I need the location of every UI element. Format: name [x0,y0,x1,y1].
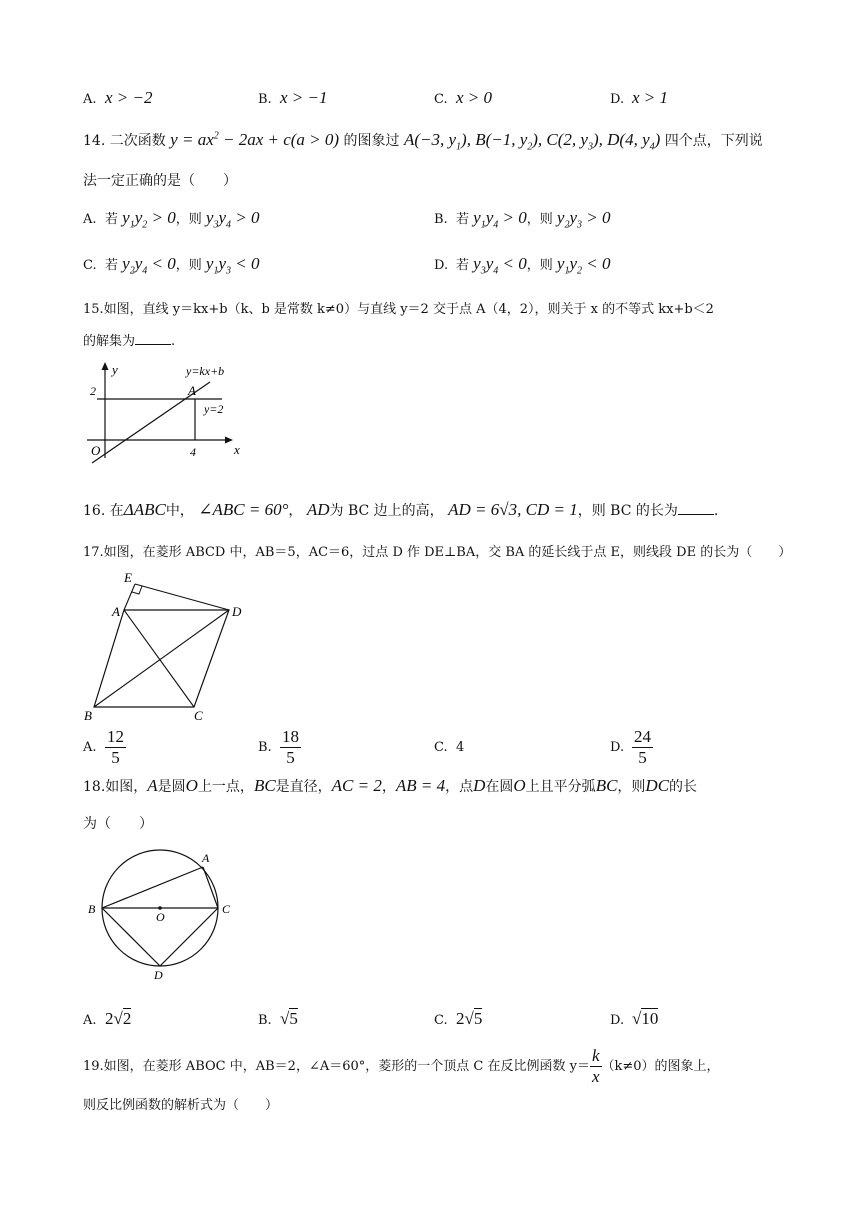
q15-line-label: y=kx+b [186,364,225,378]
q14-option-c: C. 若 $y_2y_4 < 0$，则 $y_1y_3 < 0$ [83,254,260,277]
q17-label-c: C [194,708,203,723]
q18-option-a: A. 2√2 [83,1009,132,1028]
q17-option-a: A. $\frac{12}{5}$ [83,727,124,767]
q17-stem: 17.如图，在菱形 ABCD 中，AB＝5，AC＝6，过点 D 作 DE⊥BA，交 BA 的延长线于点 E，则线段 DE 的长为（ ） [83,545,792,560]
q17-option-b: B. $\frac{18}{5}$ [258,727,299,767]
q15-figure [82,360,252,468]
q17-option-b-fraction: $\frac{18}{5}$ [282,727,299,767]
q17-label-b: B [84,708,92,723]
q13-option-b: B. x > −1 [258,88,328,107]
q17-option-d: D. $\frac{24}{5}$ [610,727,651,767]
q18-label-d: D [154,968,163,982]
q15-y-arrow [102,362,109,370]
q15-point-a: A [188,383,196,398]
q15-tick-2: 2 [90,384,96,398]
q19-fraction: $\frac{k}{x}$ [591,1046,600,1086]
q16-stem: 16. 在ΔABC中， ∠ABC = 60°， AD为 BC 边上的高， AD = 6√3, CD = 1，则 BC 的长为 . [83,500,719,519]
q18-stem-line2: 为（ ） [83,816,153,832]
q15-origin-label: O [91,443,101,458]
q15-answer-blank [135,330,171,345]
q18-label-b: B [88,902,96,916]
q18-label-o: O [156,910,165,924]
q18-stem: 18.如图，A是圆O上一点，BC是直径，AC = 2，AB = 4，点D在圆O上且平分弧BC，则DC的长 [83,776,698,795]
q15-stem: 15.如图，直线 y＝kx+b（k、b 是常数 k≠0）与直线 y＝2 交于点 A（4，2），则关于 x 的不等式 kx+b＜2 [83,302,714,317]
q18-label-a: A [202,851,210,865]
q18-chord-bd [102,908,160,966]
q19-stem: 19.如图，在菱形 ABOC 中，AB＝2，∠A＝60°，菱形的一个顶点 C 在反比例函数 y＝ $\frac{k}{x}$ （k≠0）的图象上， [83,1046,720,1086]
q13-option-c: C. x > 0 [434,88,493,107]
q17-label-e: E [124,570,132,585]
q13-option-a: A. x > −2 [83,88,153,107]
q18-chord-ba [102,867,203,908]
q14-option-a: A. 若 $y_1y_2 > 0$，则 $y_3y_4 > 0$ [83,208,260,231]
q17-segment-de [135,584,229,610]
q19-stem-line2: 则反比例函数的解析式为（ ） [83,1098,279,1113]
q18-label-c: C [222,902,231,916]
q15-x-arrow [225,437,233,444]
q18-figure [86,846,246,984]
q18-option-c: C. 2√5 [434,1009,483,1028]
q17-label-d: D [232,604,242,619]
q14-option-d: D. 若 $y_3y_4 < 0$，则 $y_1y_2 < 0$ [434,254,611,277]
q16-answer-blank [678,500,714,515]
q15-y-label: y [112,362,118,377]
q18-chord-dc [160,908,218,966]
q17-extension-ae [124,584,135,610]
q17-option-c: C. 4 [434,740,465,755]
q17-option-a-fraction: $\frac{12}{5}$ [107,727,124,767]
q17-option-d-fraction: $\frac{24}{5}$ [634,727,651,767]
q14-stem: 14. 二次函数 $y = ax^2 - 2ax + c(a > 0)$ 的图象过 A(−3, $y_1$), B(−1, $y_2$), C(2, $y_3$), D(4, $y_4$) 四个点，下列说 [83,130,763,153]
q13-option-d: D. x > 1 [610,88,669,107]
q17-figure [82,568,252,724]
q15-tick-4: 4 [190,445,196,459]
q17-diagonal-ac [124,610,194,707]
q15-hline-label: y=2 [204,402,224,416]
q18-option-d: D. √10 [610,1009,659,1028]
q14-option-b: B. 若 $y_1y_4 > 0$，则 $y_2y_3 > 0$ [434,208,611,231]
q15-stem-line2: 的解集为 . [83,330,175,349]
q17-label-a: A [112,604,120,619]
q18-option-b: B. √5 [258,1009,298,1028]
q14-stem-line2: 法一定正确的是（ ） [83,173,237,189]
q18-chord-ac [203,867,218,908]
q15-x-label: x [234,442,240,457]
q17-diagonal-bd [94,610,229,707]
